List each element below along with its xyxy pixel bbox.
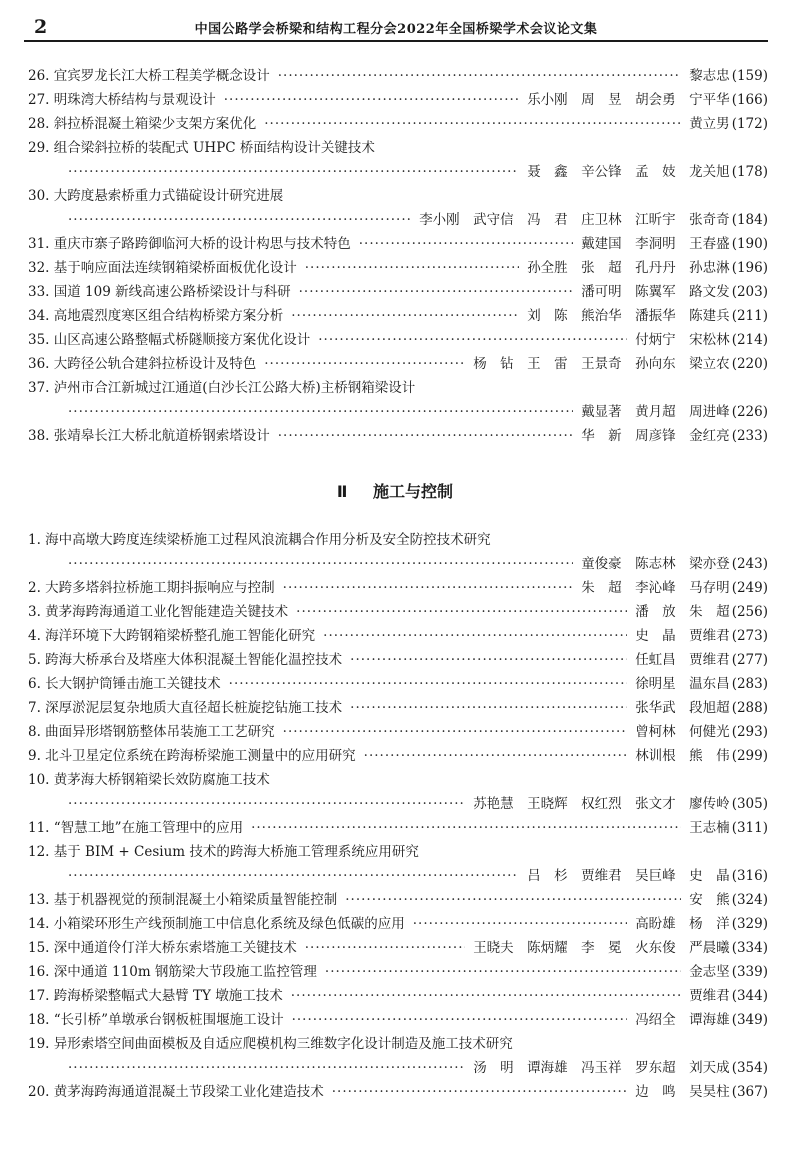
leader-dots [305,940,465,956]
leader-dots [345,892,681,908]
section-heading [0,479,790,502]
entry-title: 28. 斜拉桥混凝土箱梁少支架方案优化 [28,116,257,132]
toc-entry [28,984,768,1008]
entry-page: (339) [731,964,768,980]
entry-title: 37. 泸州市合江新城过江通道(白沙长江公路大桥)主桥钢箱梁设计 [28,380,416,396]
entry-authors: 童俊豪 陈志林 梁亦登 [581,556,730,572]
toc-line [28,840,768,864]
toc-entry [28,936,768,960]
toc-line [28,1008,768,1032]
entry-title: 36. 大跨径公轨合建斜拉桥设计及特色 [28,356,257,372]
entry-authors: 苏艳慧 王晓辉 权红烈 张文才 廖传岭 [473,796,730,812]
entry-authors: 吕 杉 贾维君 吴巨峰 史 晶 [527,868,730,884]
section-numeral: Ⅱ [336,482,348,501]
entry-authors: 潘可明 陈翼军 路文发 [581,284,730,300]
entry-authors: 黄立男 [689,116,730,132]
entry-title: 9. 北斗卫星定位系统在跨海桥梁施工测量中的应用研究 [28,748,356,764]
entry-authors: 张华武 段旭超 [635,700,730,716]
entry-page: (211) [731,308,768,324]
entry-title: 6. 长大钢护筒锤击施工关键技术 [28,676,221,692]
entry-page: (324) [731,892,768,908]
toc-entry [28,256,768,280]
leader-dots [359,236,573,252]
leader-dots [68,212,411,228]
toc-line [28,936,768,960]
entry-authors: 安 熊 [689,892,730,908]
toc-line [28,232,768,256]
toc-line [28,112,768,136]
entry-title: 17. 跨海桥梁整幅式大悬臂 TY 墩施工技术 [28,988,283,1004]
toc-entry [28,696,768,720]
entry-title: 11. “智慧工地”在施工管理中的应用 [28,820,244,836]
entry-page: (243) [731,556,768,572]
entry-title: 14. 小箱梁环形生产线预制施工中信息化系统及绿色低碳的应用 [28,916,405,932]
leader-dots [350,652,627,668]
entry-page: (196) [731,260,768,276]
entry-authors: 徐明星 温东昌 [635,676,730,692]
leader-dots [68,1060,465,1076]
toc-line-continued [28,792,768,816]
leader-dots [229,676,628,692]
entry-page: (334) [731,940,768,956]
leader-dots [364,748,628,764]
toc-line [28,768,768,792]
toc-line [28,696,768,720]
entry-title: 30. 大跨度悬索桥重力式锚碇设计研究进展 [28,188,284,204]
entry-authors: 贾维君 [689,988,730,1004]
entry-page: (190) [731,236,768,252]
toc-entry [28,328,768,352]
toc-entry [28,648,768,672]
toc-entry [28,624,768,648]
entry-page: (249) [731,580,768,596]
entry-title: 38. 张靖皋长江大桥北航道桥钢索塔设计 [28,428,270,444]
entry-title: 3. 黄茅海跨海通道工业化智能建造关键技术 [28,604,289,620]
toc-list-section-1 [28,64,768,448]
leader-dots [323,628,627,644]
entry-title: 8. 曲面异形塔钢筋整体吊装施工工艺研究 [28,724,275,740]
toc-list-section-2 [28,528,768,1104]
entry-authors: 冯绍全 谭海雄 [635,1012,730,1028]
entry-authors: 杨 钻 王 雷 王景奇 孙向东 梁立农 [473,356,730,372]
toc-line-continued [28,552,768,576]
toc-entry [28,1080,768,1104]
entry-authors: 戴建国 李洞明 王春盛 [581,236,730,252]
entry-title: 2. 大跨多塔斜拉桥施工期抖振响应与控制 [28,580,275,596]
entry-authors: 华 新 周彦锋 金红亮 [581,428,730,444]
toc-line [28,328,768,352]
entry-title: 34. 高地震烈度寒区组合结构桥梁方案分析 [28,308,284,324]
entry-title: 18. “长引桥”单墩承台钢板桩围堰施工设计 [28,1012,284,1028]
toc-line [28,376,768,400]
toc-entry [28,64,768,88]
toc-line [28,424,768,448]
entry-page: (273) [731,628,768,644]
leader-dots [251,820,681,836]
leader-dots [350,700,627,716]
leader-dots [283,724,628,740]
toc-entry [28,352,768,376]
entry-page: (299) [731,748,768,764]
toc-line [28,960,768,984]
toc-entry [28,600,768,624]
toc-line-continued [28,208,768,232]
toc-entry [28,1032,768,1080]
toc-line [28,744,768,768]
entry-authors: 付炳宁 宋松林 [635,332,730,348]
entry-authors: 王志楠 [689,820,730,836]
toc-entry [28,112,768,136]
entry-page: (316) [731,868,768,884]
entry-page: (233) [731,428,768,444]
leader-dots [68,868,519,884]
entry-page: (329) [731,916,768,932]
toc-line [28,648,768,672]
leader-dots [264,356,465,372]
entry-title: 20. 黄茅海跨海通道混凝土节段梁工业化建造技术 [28,1084,324,1100]
toc-entry [28,136,768,184]
toc-entry [28,744,768,768]
leader-dots [291,988,681,1004]
leader-dots [264,116,681,132]
entry-authors: 金志坚 [689,964,730,980]
entry-authors: 黎志忠 [689,68,730,84]
toc-line-continued [28,1056,768,1080]
toc-line [28,304,768,328]
toc-line [28,624,768,648]
running-header [24,14,768,42]
entry-title: 5. 跨海大桥承台及塔座大体积混凝土智能化温控技术 [28,652,343,668]
entry-page: (283) [731,676,768,692]
toc-entry [28,304,768,328]
toc-line [28,816,768,840]
toc-line-continued [28,400,768,424]
toc-line [28,528,768,552]
section-title: 施工与控制 [373,482,454,501]
toc-line [28,184,768,208]
toc-entry [28,376,768,424]
toc-line [28,984,768,1008]
entry-page: (166) [731,92,768,108]
page-number: 2 [34,16,48,38]
entry-authors: 史 晶 贾维君 [635,628,730,644]
toc-line [28,1080,768,1104]
leader-dots [296,604,627,620]
toc-entry [28,232,768,256]
entry-title: 33. 国道 109 新线高速公路桥梁设计与科研 [28,284,291,300]
entry-title: 16. 深中通道 110m 钢筋梁大节段施工监控管理 [28,964,317,980]
entry-page: (159) [731,68,768,84]
entry-title: 10. 黄茅海大桥钢箱梁长效防腐施工技术 [28,772,270,788]
entry-title: 32. 基于响应面法连续钢箱梁桥面板优化设计 [28,260,297,276]
entry-page: (354) [731,1060,768,1076]
toc-line [28,256,768,280]
leader-dots [68,796,465,812]
entry-authors: 边 鸣 吴昊柱 [635,1084,730,1100]
entry-title: 31. 重庆市寨子路跨御临河大桥的设计构思与技术特色 [28,236,351,252]
entry-authors: 聂 鑫 辛公锋 孟 妓 龙关旭 [527,164,730,180]
toc-entry [28,816,768,840]
entry-title: 15. 深中通道伶仃洋大桥东索塔施工关键技术 [28,940,297,956]
leader-dots [413,916,627,932]
entry-page: (226) [731,404,768,420]
toc-entry [28,576,768,600]
toc-line [28,600,768,624]
toc-entry [28,1008,768,1032]
entry-page: (178) [731,164,768,180]
leader-dots [318,332,627,348]
entry-page: (214) [731,332,768,348]
toc-entry [28,528,768,576]
toc-line [28,64,768,88]
leader-dots [305,260,519,276]
toc-line [28,88,768,112]
toc-line [28,912,768,936]
entry-page: (367) [731,1084,768,1100]
toc-line [28,280,768,304]
entry-authors: 曾柯林 何健光 [635,724,730,740]
toc-line [28,672,768,696]
entry-page: (184) [731,212,768,228]
leader-dots [278,68,681,84]
entry-title: 29. 组合梁斜拉桥的装配式 UHPC 桥面结构设计关键技术 [28,140,375,156]
entry-page: (311) [731,820,768,836]
entry-authors: 潘 放 朱 超 [635,604,730,620]
entry-page: (305) [731,796,768,812]
leader-dots [283,580,574,596]
entry-title: 1. 海中高墩大跨度连续梁桥施工过程风浪流耦合作用分析及安全防控技术研究 [28,532,491,548]
entry-page: (288) [731,700,768,716]
entry-title: 7. 深厚淤泥层复杂地质大直径超长桩旋挖钻施工技术 [28,700,343,716]
toc-line [28,352,768,376]
entry-authors: 李小刚 武守信 冯 君 庄卫林 江昕宇 张奇奇 [419,212,730,228]
running-title: 中国公路学会桥梁和结构工程分会2022年全国桥梁学术会议论文集 [194,22,598,37]
toc-entry [28,184,768,232]
leader-dots [292,1012,628,1028]
entry-title: 35. 山区高速公路整幅式桥隧顺接方案优化设计 [28,332,311,348]
entry-page: (172) [731,116,768,132]
entry-title: 27. 明珠湾大桥结构与景观设计 [28,92,216,108]
entry-page: (203) [731,284,768,300]
leader-dots [68,164,519,180]
entry-title: 12. 基于 BIM + Cesium 技术的跨海大桥施工管理系统应用研究 [28,844,419,860]
toc-line [28,720,768,744]
leader-dots [325,964,681,980]
entry-authors: 汤 明 谭海雄 冯玉祥 罗东超 刘天成 [473,1060,730,1076]
toc-entry [28,888,768,912]
entry-authors: 刘 陈 熊治华 潘振华 陈建兵 [527,308,730,324]
entry-authors: 王晓夫 陈炳耀 李 冕 火东俊 严晨曦 [473,940,730,956]
entry-page: (277) [731,652,768,668]
toc-entry [28,912,768,936]
toc-entry [28,424,768,448]
entry-authors: 孙全胜 张 超 孔丹丹 孙忠淋 [527,260,730,276]
entry-title: 4. 海洋环境下大跨钢箱梁桥整孔施工智能化研究 [28,628,316,644]
leader-dots [224,92,519,108]
entry-page: (293) [731,724,768,740]
leader-dots [68,556,573,572]
toc-line [28,1032,768,1056]
leader-dots [68,404,573,420]
toc-entry [28,720,768,744]
toc-line [28,136,768,160]
toc-line-continued [28,160,768,184]
entry-title: 13. 基于机器视觉的预制混凝土小箱梁质量智能控制 [28,892,338,908]
entry-authors: 高盼雄 杨 洋 [635,916,730,932]
leader-dots [291,308,519,324]
toc-line [28,576,768,600]
entry-authors: 戴显著 黄月超 周进峰 [581,404,730,420]
entry-title: 19. 异形索塔空间曲面模板及自适应爬模机构三维数字化设计制造及施工技术研究 [28,1036,513,1052]
entry-authors: 乐小刚 周 昱 胡会勇 宁平华 [527,92,730,108]
toc-entry [28,672,768,696]
entry-page: (220) [731,356,768,372]
leader-dots [332,1084,627,1100]
toc-entry [28,960,768,984]
entry-authors: 任虹昌 贾维君 [635,652,730,668]
entry-page: (256) [731,604,768,620]
entry-page: (344) [731,988,768,1004]
leader-dots [299,284,574,300]
toc-entry [28,840,768,888]
toc-line [28,888,768,912]
entry-authors: 朱 超 李沁峰 马存明 [581,580,730,596]
entry-title: 26. 宜宾罗龙长江大桥工程美学概念设计 [28,68,270,84]
leader-dots [278,428,573,444]
toc-entry [28,88,768,112]
entry-page: (349) [731,1012,768,1028]
toc-entry [28,768,768,816]
toc-line-continued [28,864,768,888]
entry-authors: 林训根 熊 伟 [635,748,730,764]
toc-entry [28,280,768,304]
